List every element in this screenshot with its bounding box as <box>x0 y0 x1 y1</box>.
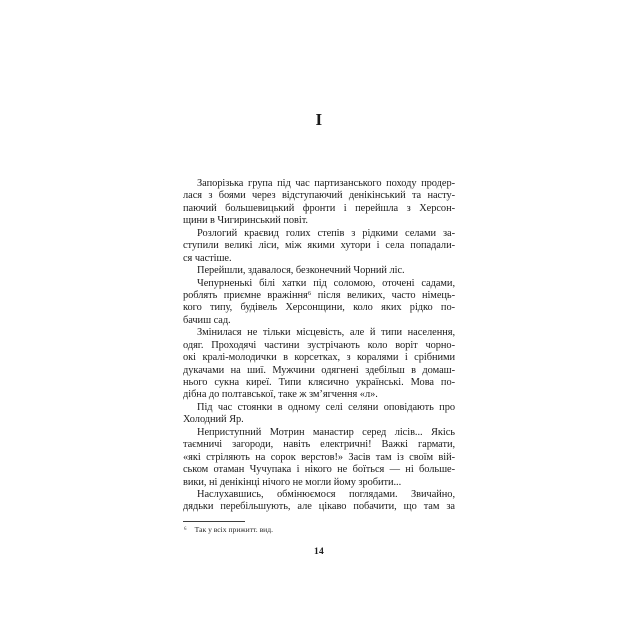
body-line: ступили великі ліси, між якими хутори і села попадали- <box>183 240 455 252</box>
body-line: вики, ні денікінці нічого не могли йому зробити... <box>183 476 402 488</box>
body-line: лася з боями через відступаючий денікінський та насту- <box>183 190 455 202</box>
footnote-divider <box>183 521 245 522</box>
body-line: роблять приємне вражіння⁶ після великих, часто німець- <box>183 289 455 301</box>
body-line: одяг. Проходячі частини зустрічають коло воріт чорно- <box>183 339 455 351</box>
body-line: Чепурненькі білі хатки під соломою, оточені садами, <box>197 277 455 289</box>
footnote-marker: ⁶ <box>184 525 187 534</box>
chapter-numeral: I <box>315 110 323 129</box>
body-text-block <box>183 178 455 514</box>
body-line: щини в Чигиринський повіт. <box>183 215 308 227</box>
body-line: Запорізька група під час партизанського походу продер- <box>197 178 455 189</box>
body-line: дібна до полтавської, таке ж зм’ягчення «л». <box>183 389 378 401</box>
body-line: Перейшли, здавалося, безконечний Чорний ліс. <box>197 265 405 277</box>
body-line: Змінилася не тільки місцевість, але й типи населення, <box>197 327 455 339</box>
body-line: ся частіше. <box>183 252 232 264</box>
page-number: 14 <box>313 547 325 557</box>
body-line: Неприступний Мотрин манастир серед лісів... Якісь <box>197 426 455 438</box>
body-line: дукачами на шиї. Мужчини одягнені здебільш в домаш- <box>183 364 455 376</box>
body-line: нього сукна киреї. Типи клясично українські. Мова по- <box>183 377 455 388</box>
body-line: ськом отаман Чучупака і нікого не боїться — ні больше- <box>183 464 455 476</box>
footnote-text: Так у всіх прижитт. вид. <box>194 525 273 534</box>
body-line: Розлогий краєвид голих степів з рідкими селами за- <box>197 227 455 239</box>
body-line: Холодний Яр. <box>183 414 244 426</box>
body-line: таємничі загороди, навіть електричні! Важкі гармати, <box>183 439 455 451</box>
footnote <box>184 525 456 534</box>
body-line: кого типу, будівель Херсонщини, коло яких рідко по- <box>183 302 455 314</box>
body-line: окі кралі-молодички в корсетках, з коралями і срібними <box>183 352 455 364</box>
body-line: дядьки перебільшують, але цікаво побачити, що там за <box>183 501 455 513</box>
body-line: «які стріляють на сорок верстов!» Засів там із своїм вій- <box>183 451 455 463</box>
body-line: бачиш сад. <box>183 314 231 326</box>
body-line: Наслухавшись, обмінюємося поглядами. Звичайно, <box>197 488 455 500</box>
body-line: паючий большевицький фронти і перейшла з Херсон- <box>183 202 455 214</box>
body-line: Під час стоянки в одному селі селяни оповідають про <box>197 401 455 413</box>
